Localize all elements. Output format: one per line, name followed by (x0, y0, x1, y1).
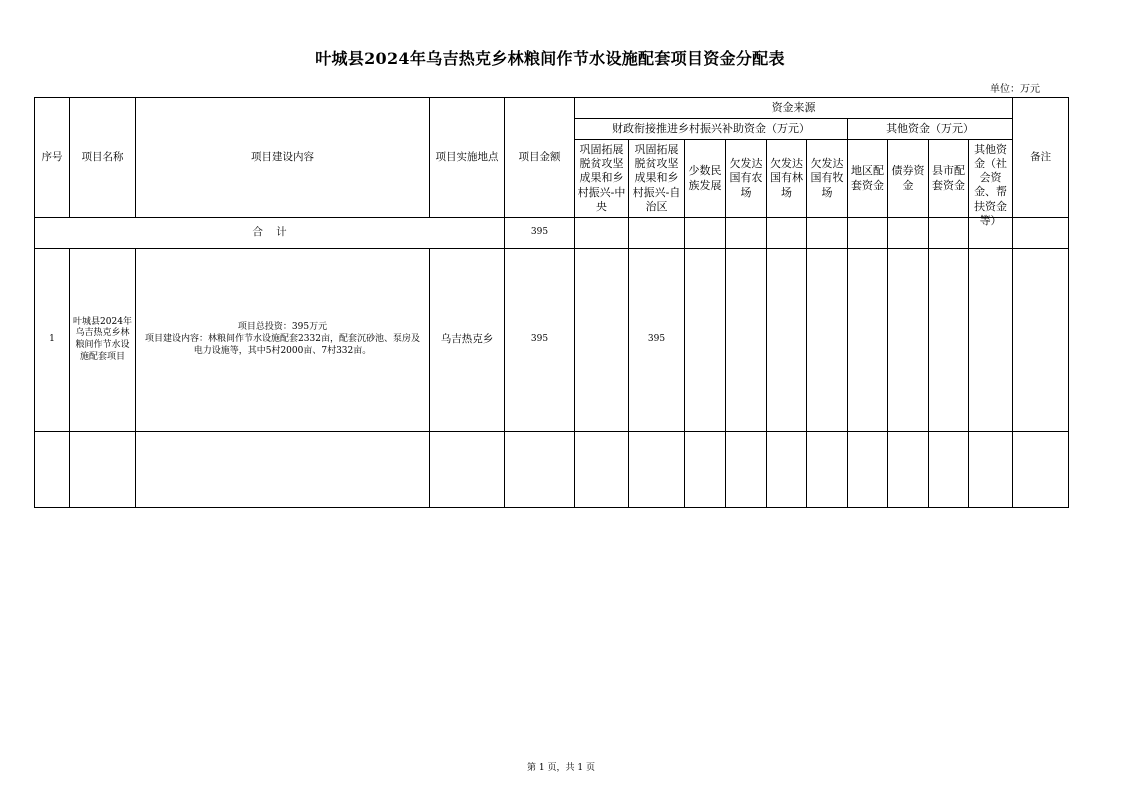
row-remark (1013, 249, 1069, 432)
total-county (929, 218, 969, 249)
fiscal-central-header: 巩固拓展脱贫攻坚成果和乡村振兴-中央 (575, 140, 629, 218)
state-farm-header: 欠发达国有农场 (726, 140, 767, 218)
empty-cell (136, 432, 430, 508)
fiscal-group-header: 财政衔接推进乡村振兴补助资金（万元） (575, 119, 848, 140)
total-label: 合 计 (252, 226, 287, 239)
row-fiscal-central (575, 249, 629, 432)
row-location: 乌吉热克乡 (430, 249, 505, 432)
row-regional (848, 249, 888, 432)
empty-cell (575, 432, 629, 508)
row-farm (726, 249, 767, 432)
amount-header: 项目金额 (505, 98, 575, 218)
table-row (35, 249, 1069, 432)
total-farm (726, 218, 767, 249)
row-ethnic (685, 249, 726, 432)
ethnic-minority-header: 少数民族发展 (685, 140, 726, 218)
total-forest (767, 218, 807, 249)
empty-cell (767, 432, 807, 508)
row-content-line: 电力设施等，其中5村2000亩、7村332亩。 (193, 345, 372, 356)
state-forest-header: 欠发达国有林场 (767, 140, 807, 218)
row-fiscal-autonomous: 395 (629, 249, 685, 432)
remark-header: 备注 (1013, 98, 1069, 218)
total-regional (848, 218, 888, 249)
total-amount-cell: 395 (505, 218, 575, 249)
row-other (969, 249, 1013, 432)
project-name-header: 项目名称 (70, 98, 136, 218)
fund-source-header: 资金来源 (575, 98, 1013, 119)
row-amount: 395 (505, 249, 575, 432)
row-project-name: 叶城县2024年乌吉热克乡林粮间作节水设施配套项目 (70, 249, 136, 432)
empty-cell (929, 432, 969, 508)
empty-cell (35, 432, 70, 508)
row-bond (888, 249, 929, 432)
empty-cell (807, 432, 848, 508)
other-fund-header-text: 其他资金（社会资金、帮扶资金等） (974, 142, 1008, 227)
empty-cell (888, 432, 929, 508)
allocation-table (34, 97, 1069, 508)
total-row (35, 218, 1069, 249)
seq-header: 序号 (35, 98, 70, 218)
total-bond (888, 218, 929, 249)
fiscal-autonomous-header: 巩固拓展脱贫攻坚成果和乡村振兴-自治区 (629, 140, 685, 218)
empty-cell (685, 432, 726, 508)
empty-cell (1013, 432, 1069, 508)
header-row-1 (35, 98, 1069, 119)
total-fiscal-central (575, 218, 629, 249)
bond-fund-header: 债券资金 (888, 140, 929, 218)
row-content-line: 项目总投资：395万元 (237, 322, 328, 333)
row-content (136, 249, 430, 432)
row-ranch (807, 249, 848, 432)
row-content-line: 项目建设内容：林粮间作节水设施配套2332亩，配套沉砂池、泵房及 (145, 334, 420, 345)
total-label-cell (35, 218, 505, 249)
row-forest (767, 249, 807, 432)
page-footer: 第 1 页，共 1 页 (527, 763, 595, 773)
content-header: 项目建设内容 (136, 98, 430, 218)
regional-fund-header: 地区配套资金 (848, 140, 888, 218)
location-header: 项目实施地点 (430, 98, 505, 218)
empty-cell (629, 432, 685, 508)
total-ethnic (685, 218, 726, 249)
row-seq: 1 (35, 249, 70, 432)
empty-cell (70, 432, 136, 508)
county-fund-header: 县市配套资金 (929, 140, 969, 218)
empty-cell (430, 432, 505, 508)
empty-row (35, 432, 1069, 508)
row-county (929, 249, 969, 432)
empty-cell (848, 432, 888, 508)
total-fiscal-autonomous (629, 218, 685, 249)
page-title: 叶城县2024年乌吉热克乡林粮间作节水设施配套项目资金分配表 (315, 49, 785, 68)
empty-cell (726, 432, 767, 508)
other-group-header: 其他资金（万元） (848, 119, 1013, 140)
empty-cell (505, 432, 575, 508)
empty-cell (969, 432, 1013, 508)
total-ranch (807, 218, 848, 249)
other-fund-header (969, 140, 1013, 227)
state-ranch-header: 欠发达国有牧场 (807, 140, 848, 218)
total-remark (1013, 218, 1069, 249)
unit-label: 单位：万元 (990, 84, 1040, 95)
